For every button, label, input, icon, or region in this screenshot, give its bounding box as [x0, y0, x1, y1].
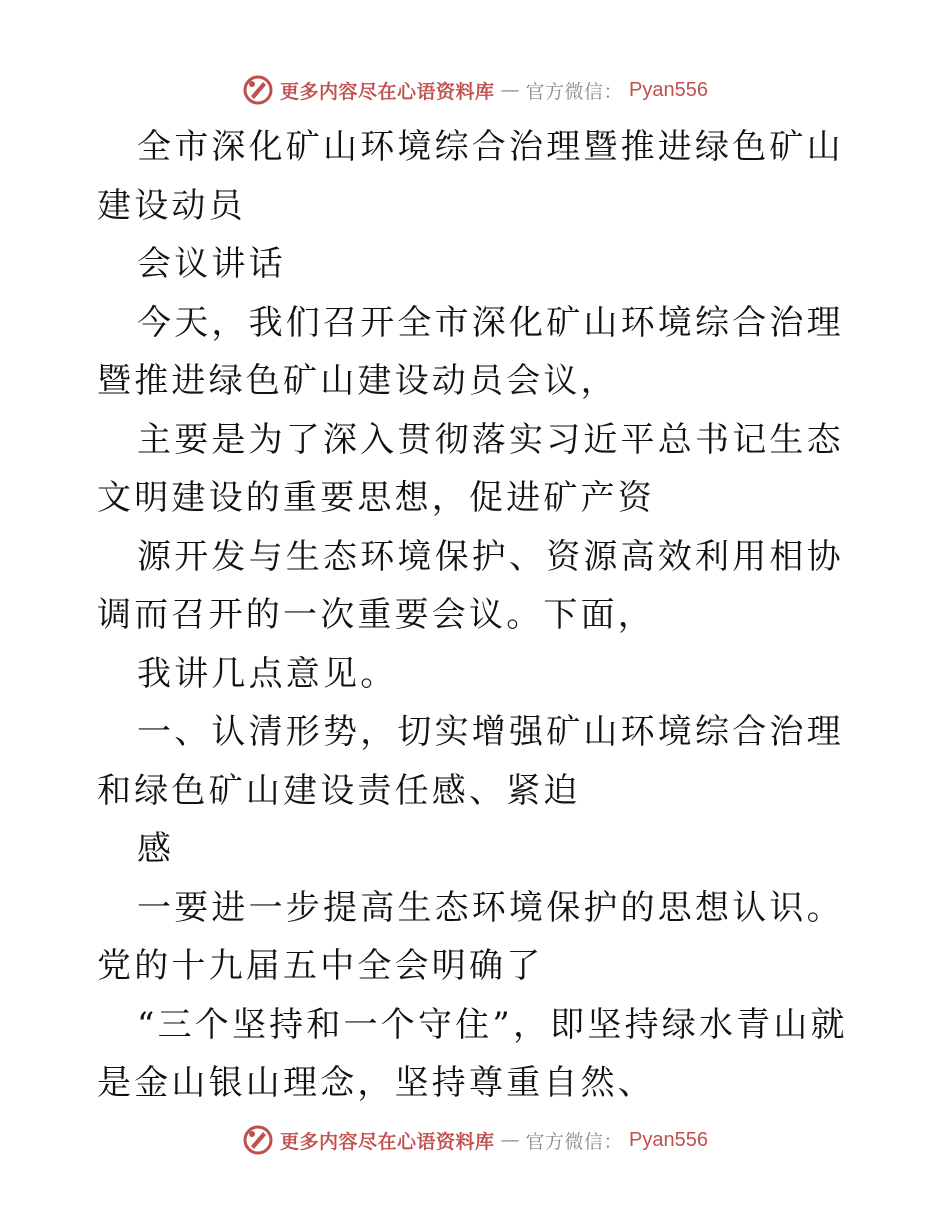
- header-banner: [0, 70, 950, 110]
- document-paragraph: 今天，我们召开全市深化矿山环境综合治理暨推进绿色矿山建设动员会议，: [97, 302, 844, 401]
- document-paragraph: 主要是为了深入贯彻落实习近平总书记生态文明建设的重要思想，促进矿产资: [97, 419, 844, 518]
- document-paragraph: 源开发与生态环境保护、资源高效利用相协调而召开的一次重要会议。下面，: [97, 536, 844, 635]
- document-body: [97, 118, 857, 1113]
- seal-logo-icon: [242, 1124, 274, 1156]
- seal-logo-icon: [242, 74, 274, 106]
- document-paragraph: 我讲几点意见。: [137, 653, 398, 694]
- header-wechat-id: Pyan556: [629, 78, 708, 101]
- footer-banner-separator: —: [500, 1129, 520, 1151]
- document-paragraph: 一、认清形势，切实增强矿山环境综合治理和绿色矿山建设责任感、紧迫: [97, 712, 844, 811]
- footer-wechat-id: Pyan556: [629, 1128, 708, 1151]
- header-banner-text: 更多内容尽在心语资料库: [280, 80, 495, 103]
- document-paragraph: 一要进一步提高生态环境保护的思想认识。党的十九届五中全会明确了: [97, 887, 844, 986]
- footer-banner: [0, 1120, 950, 1160]
- document-paragraph: “三个坚持和一个守住”，即坚持绿水青山就是金山银山理念，坚持尊重自然、: [97, 1004, 848, 1103]
- document-paragraph: 全市深化矿山环境综合治理暨推进绿色矿山建设动员: [97, 127, 844, 226]
- document-paragraph: 感: [137, 829, 175, 869]
- header-banner-separator: —: [500, 79, 520, 101]
- footer-wechat-label: 官方微信：: [525, 1130, 624, 1153]
- header-wechat-label: 官方微信：: [525, 80, 624, 103]
- footer-banner-text: 更多内容尽在心语资料库: [280, 1130, 495, 1153]
- document-paragraph: 会议讲话: [137, 244, 286, 284]
